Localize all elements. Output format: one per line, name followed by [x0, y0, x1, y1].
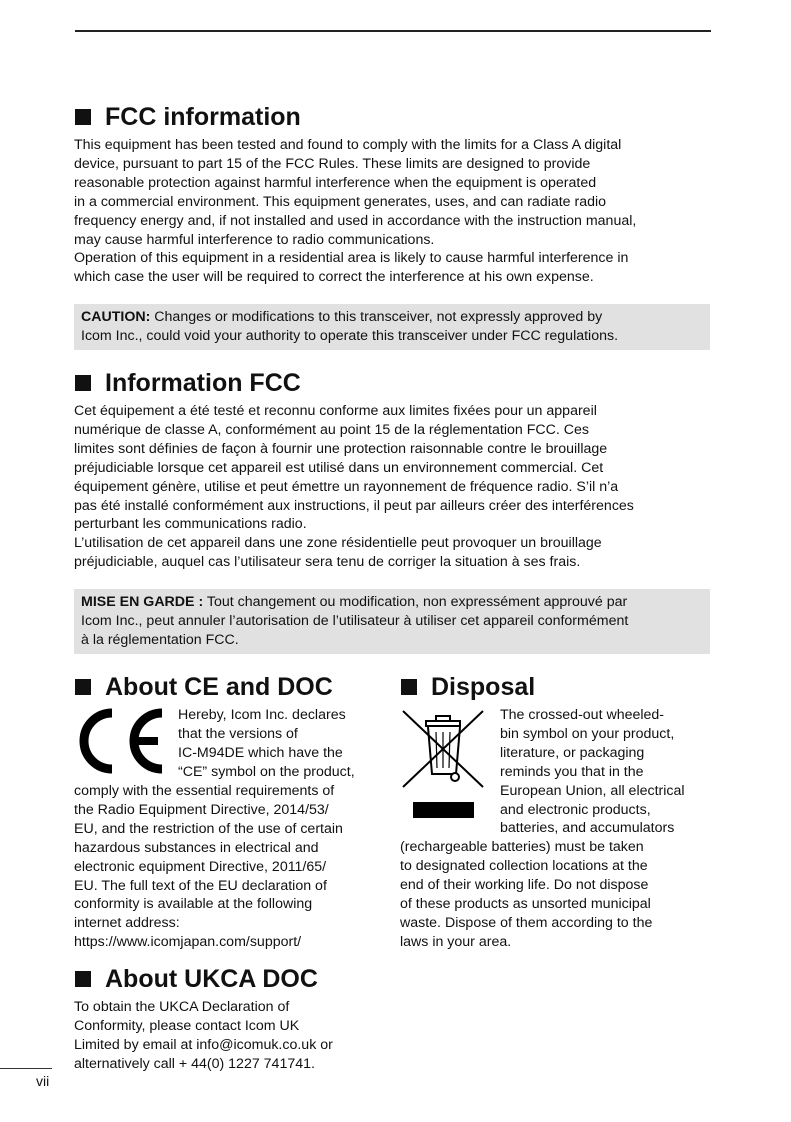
section-title-ukca: About UKCA DOC	[75, 964, 318, 994]
caution-label: CAUTION:	[81, 309, 151, 325]
fcc-fr-caution-box: MISE EN GARDE : Tout changement ou modification, non expressément approuvé par Icom Inc., peut annuler l’autorisation de l’utilisateur à utiliser cet appareil conformément à la réglementation FCC.	[74, 589, 710, 654]
mise-en-garde-label: MISE EN GARDE :	[81, 594, 204, 610]
ce-mark-icon	[74, 708, 167, 774]
fcc-caution-box: CAUTION: Changes or modifications to this transceiver, not expressly approved by Icom Inc., could void your authority to operate this transceiver under FCC regulations.	[74, 304, 710, 350]
top-rule	[75, 30, 711, 32]
ce-side-text: Hereby, Icom Inc. declares that the versions of IC-M94DE which have the “CE” symbol on the product,	[178, 707, 355, 780]
page-number-rule	[0, 1068, 52, 1069]
fcc-body: This equipment has been tested and found to comply with the limits for a Class A digital device, pursuant to part 15 of the FCC Rules. These limits are designed to provide reasonable protection against harmful interference when the equipment is operated in a commercial environment. This equipment generates, uses, and can radiate radio frequency energy and, if not installed and used in accordance with the instruction manual, may cause harmful interference to radio communications. Operation of this equipment in a residential area is likely to cause harmful interference in which case the user will be required to correct the interference at his own expense.	[74, 137, 637, 286]
square-bullet-icon	[75, 375, 91, 391]
section-title-ce: About CE and DOC	[75, 672, 333, 702]
square-bullet-icon	[401, 679, 417, 695]
page-number: vii	[36, 1073, 50, 1089]
fcc-fr-body: Cet équipement a été testé et reconnu conforme aux limites fixées pour un appareil numérique de classe A, conformément au point 15 de la réglementation FCC. Ces limites sont définies de façon à fournir une protection raisonnable contre le brouillage préjudiciable lorsque cet appareil est utilisé dans un environnement commercial. Cet équipement génère, utilise et peut émettre un rayonnement de fréquence radio. S’il n’a pas été installé conformément aux instructions, il peut par ailleurs créer des interférences perturbant les communications radio. L’utilisation de cet appareil dans une zone résidentielle peut provoquer un brouillage préjudiciable, auquel cas l’utilisateur sera tenu de corriger la situation à ses frais.	[74, 403, 634, 571]
crossed-out-wheeled-bin-icon	[400, 708, 486, 790]
section-title-fcc: FCC information	[75, 102, 301, 132]
ce-body: comply with the essential requirements of the Radio Equipment Directive, 2014/53/ EU, and the restriction of the use of certain hazardous substances in electrical and electronic equipment Directive, 2011/65/ EU. The full text of the EU declaration of conformity is available at the following internet address: https://www.icomjapan.com/support/	[74, 783, 343, 951]
square-bullet-icon	[75, 679, 91, 695]
section-title-fcc-fr: Information FCC	[75, 368, 301, 398]
square-bullet-icon	[75, 971, 91, 987]
weee-bar	[413, 802, 474, 818]
ukca-body: To obtain the UKCA Declaration of Conformity, please contact Icom UK Limited by email at info@icomuk.co.uk or alternatively call + 44(0) 1227 741741.	[74, 999, 333, 1072]
section-title-disposal: Disposal	[401, 672, 535, 702]
square-bullet-icon	[75, 109, 91, 125]
support-url: https://www.icomjapan.com/support/	[74, 934, 302, 951]
disposal-body: (rechargeable batteries) must be taken to designated collection locations at the end of their working life. Do not dispose of these products as unsorted municipal waste. Dispose of them according to the laws in your area.	[400, 839, 653, 950]
disposal-side-text: The crossed-out wheeled- bin symbol on your product, literature, or packaging reminds you that in the European Union, all electrical and electronic products, batteries, and accumulators	[500, 707, 685, 837]
